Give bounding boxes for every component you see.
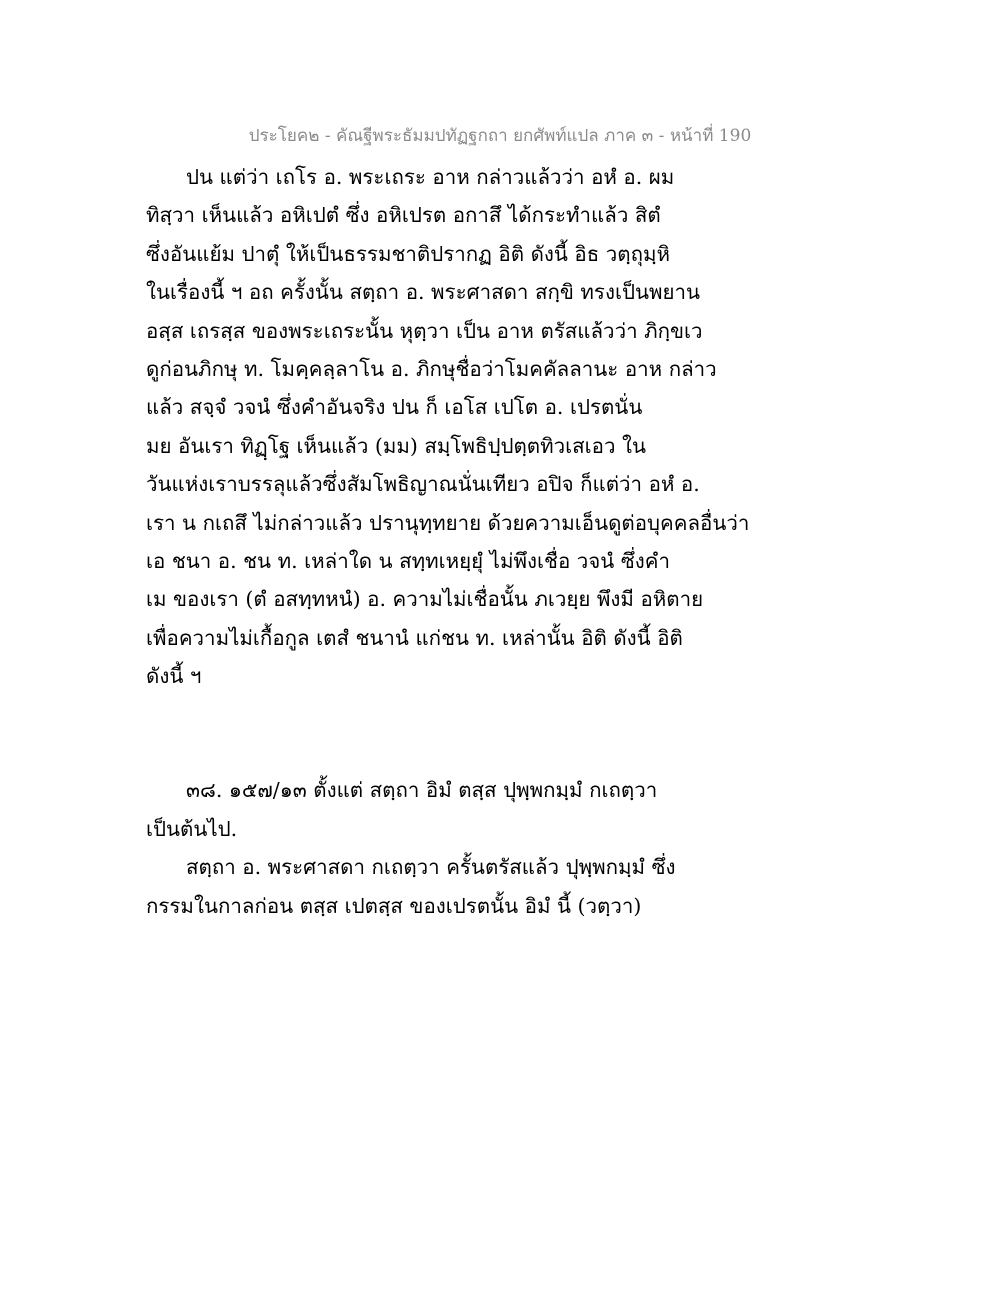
text-line: ปน แต่ว่า เถโร อ. พระเถระ อาห กล่าวแล้วว่า อหํ อ. ผม: [186, 165, 675, 189]
text-line: เอ ชนา อ. ชน ท. เหล่าใด น สทฺทเหยฺยุํ ไม่พึงเชื่อ วจนํ ซึ่งคำ: [146, 548, 670, 573]
text-line: กรรมในกาลก่อน ตสฺส เปตสฺส ของเปรตนั้น อิมํ นี้ (วตฺวา): [146, 893, 642, 918]
text-line: ซึ่งอันแย้ม ปาตุํ ให้เป็นธรรมชาติปรากฏ อิติ ดังนี้ อิธ วตฺถุมฺหิ: [146, 241, 671, 266]
paragraph-1: [146, 158, 866, 695]
text-line: มย อันเรา ทิฏฺโฐ เห็นแล้ว (มม) สมฺโพธิปฺปตฺตทิวเสเอว ใน: [146, 433, 647, 458]
paragraph-2: [146, 771, 866, 848]
text-line: เป็นต้นไป.: [146, 816, 238, 841]
text-line: ๓๘. ๑๕๗/๑๓ ตั้งแต่ สตฺถา อิมํ ตสฺส ปุพฺพกมฺมํ กเถตฺวา: [186, 778, 658, 803]
text-line: เม ของเรา (ตํ อสทฺทหนํ) อ. ความไม่เชื่อนั้น ภเวยฺย พึงมี อหิตาย: [146, 587, 704, 612]
text-line: วันแห่งเราบรรลุแล้วซึ่งสัมโพธิญาณนั่นเทียว อปิจ ก็แต่ว่า อหํ อ.: [146, 472, 700, 497]
text-line: เพื่อความไม่เกื้อกูล เตสํ ชนานํ แก่ชน ท. เหล่านั้น อิติ ดังนี้ อิติ: [146, 625, 683, 650]
text-line: แล้ว สจฺจํ วจนํ ซึ่งคำอันจริง ปน ก็ เอโส เปโต อ. เปรตนั่น: [146, 395, 643, 420]
text-line: เรา น กเถสึ ไม่กล่าวแล้ว ปรานุทฺทยาย ด้วยความเอ็นดูต่อบุคคลอื่นว่า: [146, 510, 750, 535]
paragraph-3: [146, 848, 866, 925]
text-line: ในเรื่องนี้ ฯ อถ ครั้งนั้น สตฺถา อ. พระศาสดา สกฺขิ ทรงเป็นพยาน: [146, 280, 701, 305]
text-line: อสฺส เถรสฺส ของพระเถระนั้น หุตฺวา เป็น อาห ตรัสแล้วว่า ภิกฺขเว: [146, 318, 703, 343]
text-line: ดูก่อนภิกษุ ท. โมคฺคลฺลาโน อ. ภิกษุชื่อว่าโมคคัลลานะ อาห กล่าว: [146, 356, 717, 381]
text-line: ดังนี้ ฯ: [146, 664, 202, 689]
text-line: สตฺถา อ. พระศาสดา กเถตฺวา ครั้นตรัสแล้ว ปุพฺพกมฺมํ ซึ่ง: [186, 855, 676, 880]
paragraph-gap: [146, 695, 866, 771]
running-header: ประโยค๒ - คัณฐีพระธัมมปทัฏฐกถา ยกศัพท์แปล ภาค ๓ - หน้าที่ 190: [248, 126, 752, 146]
body-text: [146, 158, 866, 925]
text-line: ทิสฺวา เห็นแล้ว อหิเปตํ ซึ่ง อหิเปรต อกาสึ ได้กระทำแล้ว สิตํ: [146, 203, 661, 228]
